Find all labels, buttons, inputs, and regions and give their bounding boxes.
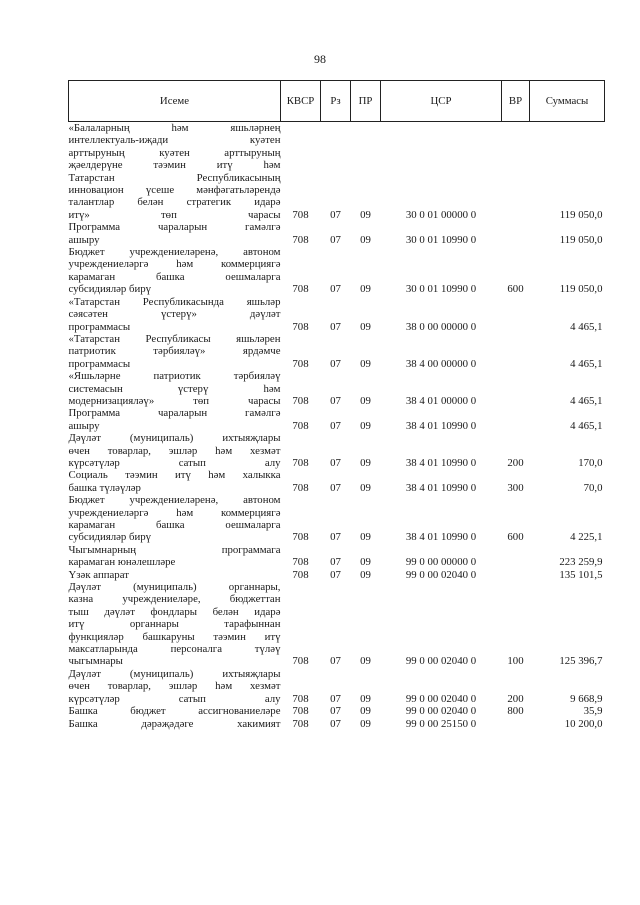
table-row [69, 221, 605, 246]
row-name-line: Дәүләт (муниципаль) ихтыяҗлары [68, 432, 281, 445]
row-vr [502, 333, 530, 370]
row-sum: 70,0 [583, 481, 603, 494]
row-kvsr: 708 [292, 456, 309, 469]
row-name-line: модернизацияләү» төп чарасы [68, 394, 281, 407]
row-name-line: субсидияләр бирү [68, 531, 152, 544]
table-row [69, 370, 605, 407]
row-csr: 38 4 01 10990 0 [405, 419, 477, 432]
row-name [69, 407, 281, 432]
row-kvsr: 708 [292, 394, 309, 407]
row-kvsr: 708 [292, 705, 309, 718]
row-rz: 07 [330, 717, 341, 730]
row-rz: 07 [330, 531, 341, 544]
row-name-line: итү» төп чарасы [68, 208, 281, 221]
row-vr: 600 [507, 283, 524, 296]
row-name-line: «Яшьләрне патриотик тәрбияләү [68, 370, 281, 383]
row-sum: 119 050,0 [559, 208, 603, 221]
row-name-line: Бюджет учреждениеләренә, автоном [68, 494, 281, 507]
row-name-line: Дәүләт (муниципаль) ихтыяҗлары [68, 667, 281, 680]
row-csr: 30 0 01 00000 0 [405, 208, 477, 221]
row-name-line: ашыру [68, 419, 100, 432]
row-name-line: күрсәтүләр сатып алу [68, 692, 281, 705]
row-name-line: арттыруның куәтен арттыруның [68, 146, 281, 159]
row-name [69, 246, 281, 296]
row-name [69, 494, 281, 544]
budget-table [68, 80, 605, 730]
table-body [69, 122, 605, 730]
row-name-line: өчен товарлар, эшләр һәм хезмәт [68, 680, 281, 693]
row-name-line: функцияләр башкаруны тәэмин итү [68, 630, 281, 643]
table-row [69, 668, 605, 705]
row-name-line: Бюджет учреждениеләренә, автоном [68, 246, 281, 259]
row-name-line: чыгымнары [68, 655, 123, 668]
row-name [69, 581, 281, 668]
row-rz: 07 [330, 481, 341, 494]
row-name [69, 544, 281, 569]
row-name-line: Татарстан Республикасының [68, 171, 281, 184]
row-csr: 99 0 00 02040 0 [405, 568, 477, 581]
row-pr: 09 [360, 717, 371, 730]
row-name-line: өчен товарлар, эшләр һәм хезмәт [68, 444, 281, 457]
row-pr: 09 [360, 357, 371, 370]
row-name [69, 469, 281, 494]
header-name: Исеме [69, 81, 281, 122]
row-kvsr: 708 [292, 320, 309, 333]
row-vr: 200 [507, 456, 524, 469]
row-kvsr: 708 [292, 357, 309, 370]
row-vr [502, 122, 530, 222]
row-name-line: программасы [68, 357, 131, 370]
header-rz: Рз [321, 81, 351, 122]
row-sum: 4 465,1 [570, 320, 603, 333]
row-name-line: системасын үстерү һәм [68, 382, 281, 395]
row-name-line: карамаган башка оешмаларга [68, 519, 281, 531]
row-vr: 200 [507, 692, 524, 705]
row-name-line: карамаган башка оешмаларга [68, 270, 281, 283]
row-sum: 170,0 [578, 456, 603, 469]
table-row [69, 705, 605, 717]
row-name-line: сәясәтен үстерү» дәүләт [68, 308, 281, 321]
row-pr: 09 [360, 531, 371, 544]
row-pr: 09 [360, 233, 371, 246]
row-vr: 600 [507, 531, 524, 544]
row-name-line: «Балаларның һәм яшьләрнең [68, 122, 281, 134]
row-name-line: тыш дәүләт фондлары белән идарә [68, 605, 281, 618]
row-name [69, 221, 281, 246]
row-name-line: максатларында персоналга түләү [68, 643, 281, 656]
row-rz: 07 [330, 456, 341, 469]
row-name-line: программасы [68, 320, 131, 333]
row-rz: 07 [330, 692, 341, 705]
row-name-line: «Татарстан Республикасы яшьләрен [68, 332, 281, 345]
row-sum: 4 465,1 [570, 394, 603, 407]
row-pr: 09 [360, 568, 371, 581]
row-kvsr: 708 [292, 481, 309, 494]
row-name-line: Дәүләт (муниципаль) органнары, [68, 581, 281, 594]
row-kvsr: 708 [292, 419, 309, 432]
row-vr [502, 407, 530, 432]
table-row [69, 432, 605, 469]
row-kvsr: 708 [292, 208, 309, 221]
row-vr: 100 [507, 655, 524, 668]
row-pr: 09 [360, 481, 371, 494]
row-rz: 07 [330, 320, 341, 333]
row-name-line: субсидияләр бирү [68, 283, 152, 296]
table-row [69, 469, 605, 494]
row-rz: 07 [330, 419, 341, 432]
table-row [69, 407, 605, 432]
row-name-line: күрсәтүләр сатып алу [68, 456, 281, 469]
row-kvsr: 708 [292, 655, 309, 668]
table-row [69, 569, 605, 581]
header-sum: Суммасы [530, 81, 605, 122]
row-vr [502, 569, 530, 581]
row-kvsr: 708 [292, 717, 309, 730]
row-kvsr: 708 [292, 568, 309, 581]
row-csr: 38 4 01 10990 0 [405, 481, 477, 494]
row-name-line: итү органнары тарафыннан [68, 618, 281, 631]
row-pr: 09 [360, 456, 371, 469]
row-name-line: Программа чараларын гамәлгә [68, 221, 281, 234]
row-csr: 30 0 01 10990 0 [405, 283, 477, 296]
row-name [69, 333, 281, 370]
row-rz: 07 [330, 568, 341, 581]
row-rz: 07 [330, 233, 341, 246]
row-csr: 38 0 00 00000 0 [405, 320, 477, 333]
row-sum: 135 101,5 [559, 568, 603, 581]
row-pr: 09 [360, 394, 371, 407]
row-csr: 99 0 00 25150 0 [405, 717, 477, 730]
row-csr: 99 0 00 02040 0 [405, 692, 477, 705]
row-rz: 07 [330, 655, 341, 668]
table-row [69, 718, 605, 730]
row-pr: 09 [360, 208, 371, 221]
row-sum: 10 200,0 [564, 717, 603, 730]
row-vr [502, 221, 530, 246]
row-csr: 38 4 01 10990 0 [405, 531, 477, 544]
row-name [69, 718, 281, 730]
row-name-line: патриотик тәрбияләү» ярдәмче [68, 345, 281, 358]
row-kvsr: 708 [292, 531, 309, 544]
row-pr: 09 [360, 556, 371, 569]
row-name [69, 296, 281, 333]
table-row [69, 494, 605, 544]
row-pr: 09 [360, 283, 371, 296]
row-name-line: талантлар белән стратегик идарә [68, 196, 281, 209]
header-vr: ВР [502, 81, 530, 122]
row-sum: 4 225,1 [570, 531, 603, 544]
row-rz: 07 [330, 705, 341, 718]
row-name-line: ашыру [68, 233, 100, 246]
row-rz: 07 [330, 394, 341, 407]
row-sum: 223 259,9 [559, 556, 603, 569]
row-name-line: интеллектуаль-иҗади куәтен [68, 134, 281, 147]
row-name-line: Башка дәрәҗәдәге хакимият [68, 717, 281, 730]
row-pr: 09 [360, 692, 371, 705]
row-rz: 07 [330, 208, 341, 221]
page-number: 98 [314, 52, 326, 66]
row-name-line: учреждениеләргә һәм коммерциягә [68, 258, 281, 271]
row-rz: 07 [330, 556, 341, 569]
table-row [69, 581, 605, 668]
row-pr: 09 [360, 705, 371, 718]
row-name [69, 569, 281, 581]
row-name-line: учреждениеләргә һәм коммерциягә [68, 506, 281, 519]
row-name [69, 705, 281, 717]
row-kvsr: 708 [292, 233, 309, 246]
row-vr: 800 [507, 705, 524, 718]
table-header-row [69, 81, 605, 122]
row-kvsr: 708 [292, 283, 309, 296]
row-sum: 4 465,1 [570, 419, 603, 432]
row-name-line: башка түләүләр [68, 481, 141, 494]
row-name-line: Программа чараларын гамәлгә [68, 407, 281, 420]
row-csr: 99 0 00 00000 0 [405, 556, 477, 569]
row-name-line: казна учреждениеләре, бюджеттан [68, 593, 281, 606]
row-name [69, 668, 281, 705]
row-vr [502, 296, 530, 333]
row-sum: 125 396,7 [559, 655, 603, 668]
row-sum: 119 050,0 [559, 283, 603, 296]
row-vr [502, 544, 530, 569]
row-name-line: «Татарстан Республикасында яшьләр [68, 295, 281, 308]
row-name-line: карамаган юнәлешләре [68, 556, 176, 569]
row-pr: 09 [360, 320, 371, 333]
row-csr: 30 0 01 10990 0 [405, 233, 477, 246]
row-name-line: Социаль тәэмин итү һәм халыкка [68, 469, 281, 482]
row-name [69, 122, 281, 222]
row-vr [502, 370, 530, 407]
table-row [69, 544, 605, 569]
row-name-line: Үзәк аппарат [68, 568, 129, 581]
table-row [69, 333, 605, 370]
row-name-line: Чыгымнарның программага [68, 543, 281, 556]
row-vr [502, 718, 530, 730]
header-pr: ПР [351, 81, 381, 122]
row-pr: 09 [360, 419, 371, 432]
row-csr: 38 4 01 00000 0 [405, 394, 477, 407]
row-csr: 38 4 01 10990 0 [405, 456, 477, 469]
row-csr: 99 0 00 02040 0 [405, 655, 477, 668]
header-csr: ЦСР [381, 81, 502, 122]
header-kvsr: КВСР [281, 81, 321, 122]
row-name-line: Башка бюджет ассигнованиеләре [68, 705, 281, 718]
row-vr: 300 [507, 481, 524, 494]
row-name-line: җәелдерүне тәэмин итү һәм [68, 159, 281, 172]
row-sum: 9 668,9 [570, 692, 603, 705]
row-rz: 07 [330, 283, 341, 296]
row-sum: 4 465,1 [570, 357, 603, 370]
row-pr: 09 [360, 655, 371, 668]
table-row [69, 122, 605, 222]
row-kvsr: 708 [292, 556, 309, 569]
row-rz: 07 [330, 357, 341, 370]
row-name-line: инновацион үсеше мәнфәгатьләрендә [68, 184, 281, 197]
row-sum: 35,9 [583, 705, 603, 718]
row-name [69, 432, 281, 469]
table-row [69, 296, 605, 333]
row-csr: 99 0 00 02040 0 [405, 705, 477, 718]
table-row [69, 246, 605, 296]
row-name [69, 370, 281, 407]
row-csr: 38 4 00 00000 0 [405, 357, 477, 370]
row-kvsr: 708 [292, 692, 309, 705]
row-sum: 119 050,0 [559, 233, 603, 246]
